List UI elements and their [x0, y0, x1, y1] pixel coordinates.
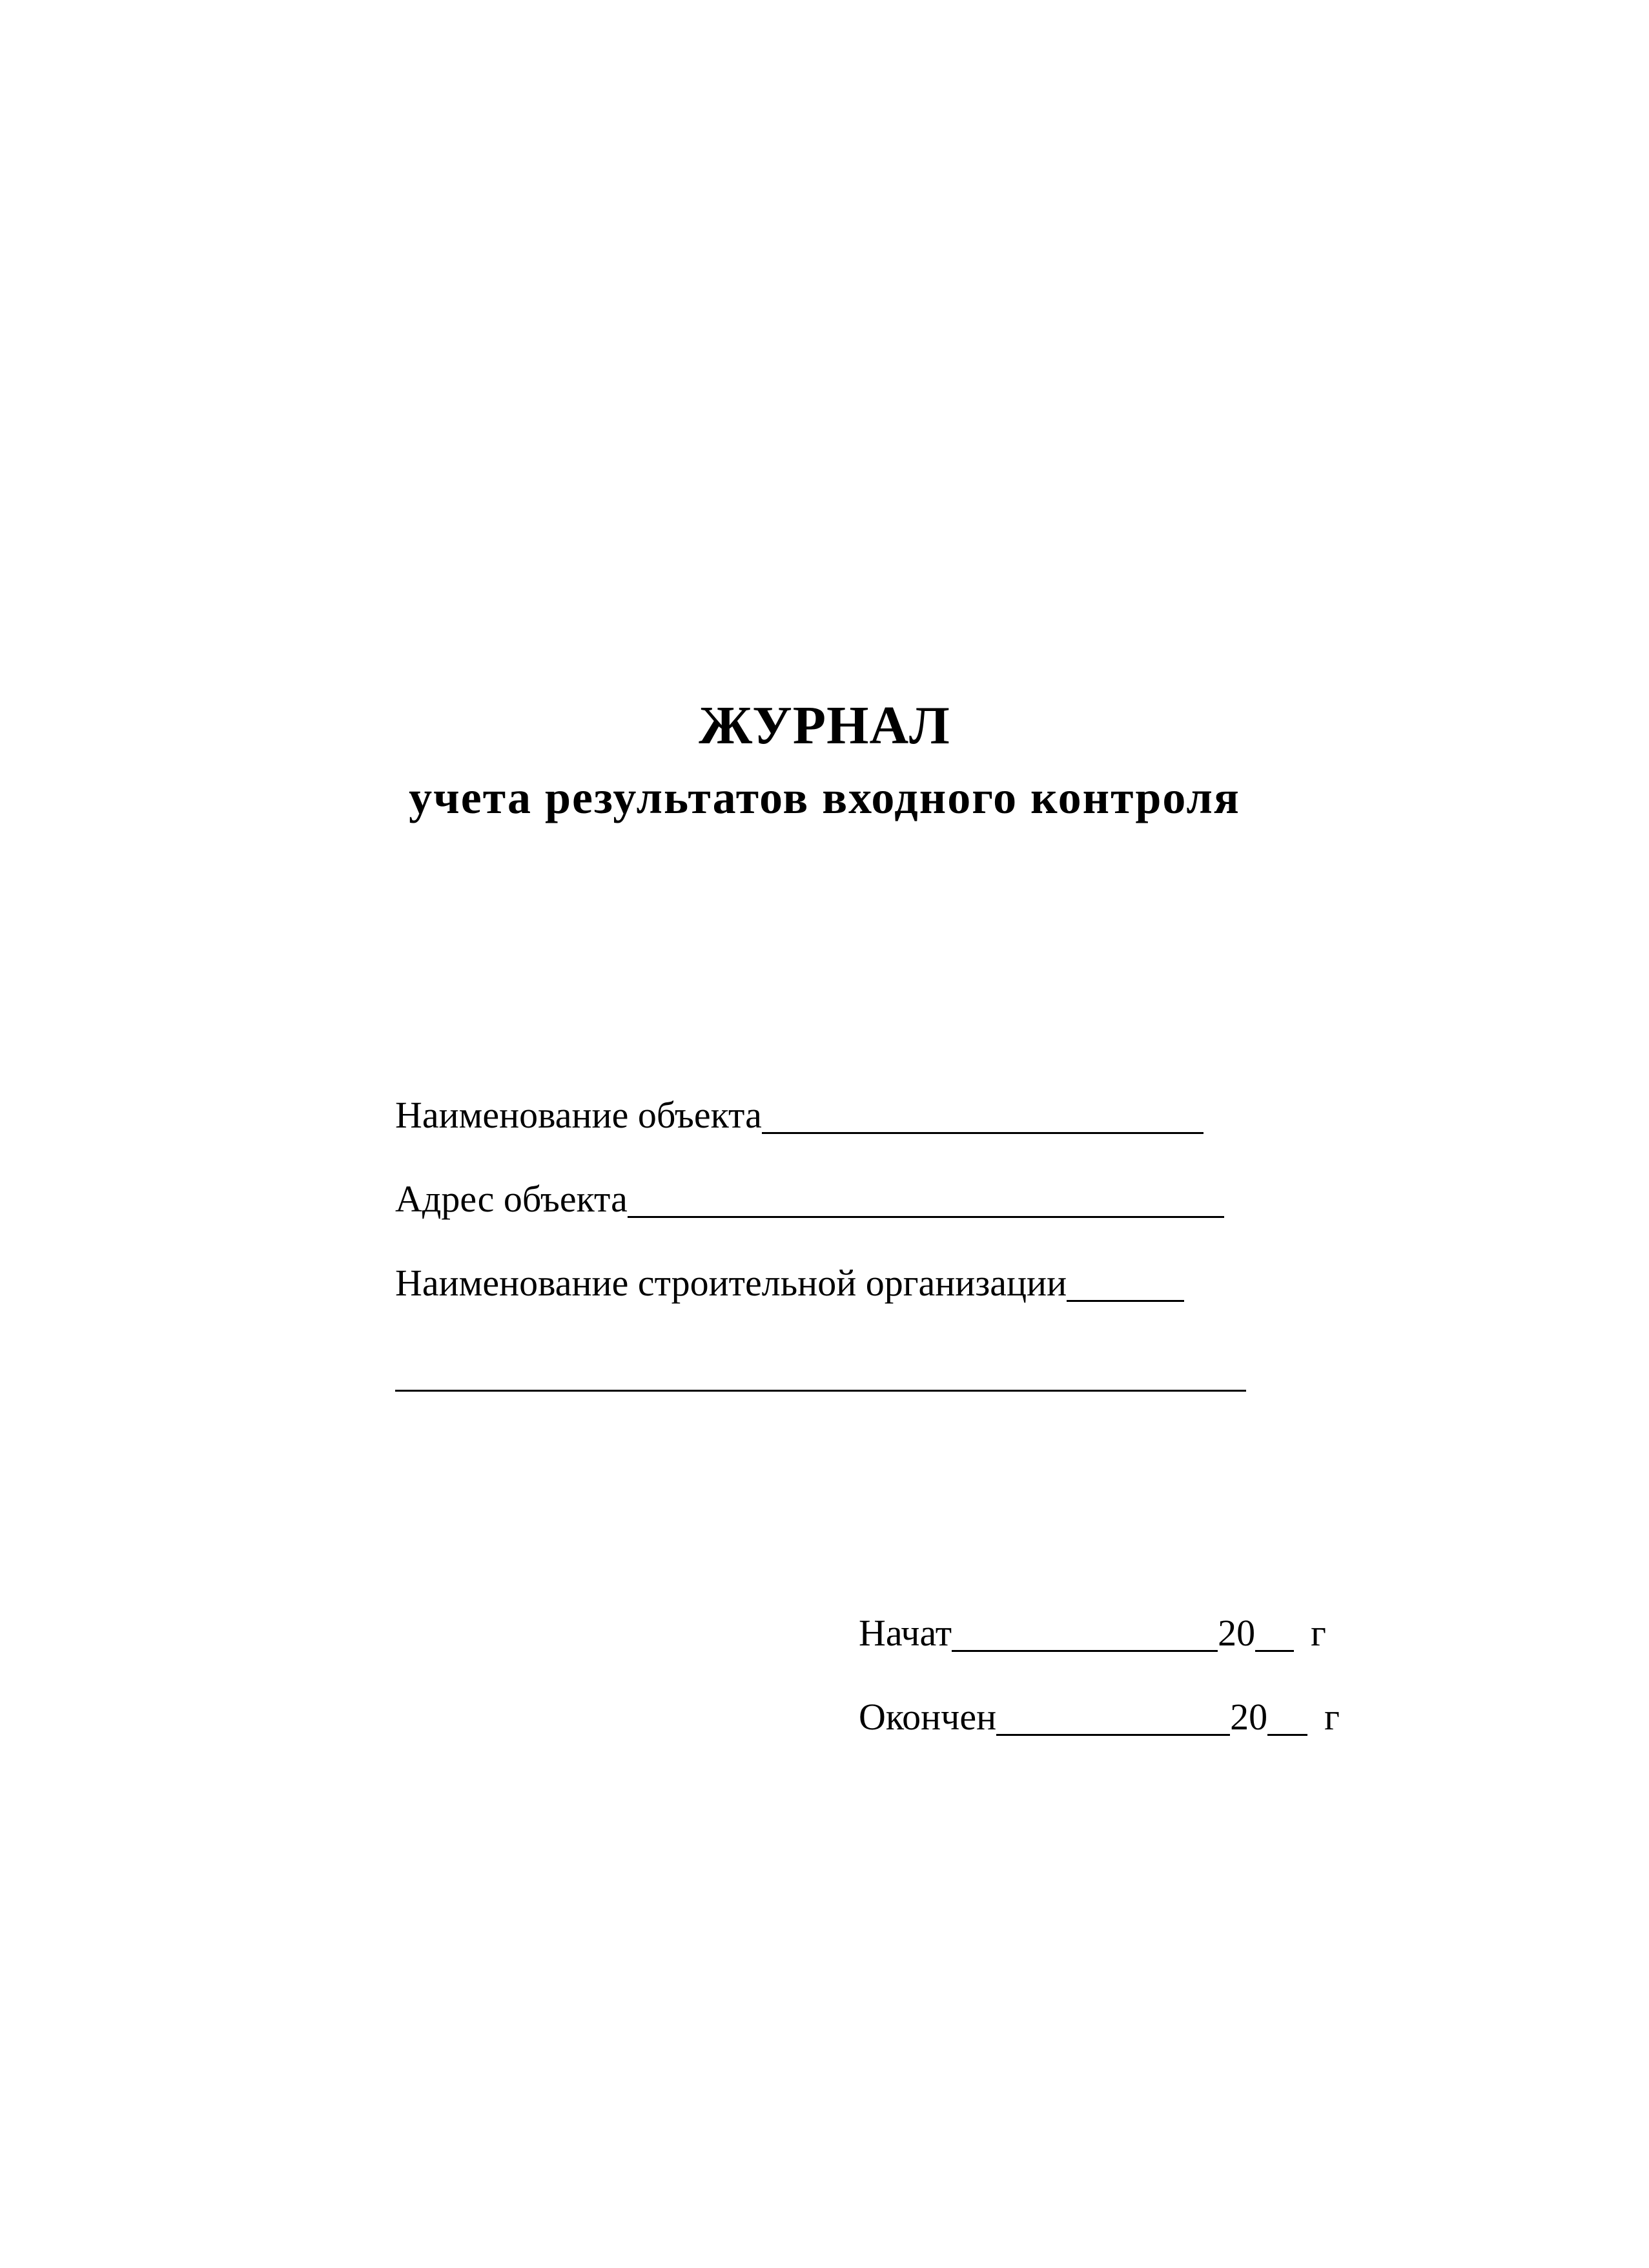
- finished-year-prefix: 20: [1230, 1696, 1268, 1738]
- object-name-field: [395, 1093, 1203, 1138]
- object-address-label: Адрес объекта: [395, 1178, 628, 1220]
- started-year-suffix: г: [1311, 1612, 1326, 1654]
- started-year-blank[interactable]: [1255, 1616, 1294, 1652]
- finished-date-field: [859, 1695, 1340, 1740]
- started-label: Начат: [859, 1612, 952, 1654]
- organization-name-label: Наименование строительной организации: [395, 1262, 1067, 1304]
- started-year-prefix: 20: [1218, 1612, 1256, 1654]
- organization-name-field: [395, 1261, 1184, 1306]
- finished-year-blank[interactable]: [1267, 1700, 1307, 1736]
- started-date-blank[interactable]: [952, 1616, 1218, 1652]
- journal-title: ЖУРНАЛ: [699, 696, 950, 756]
- finished-label: Окончен: [859, 1696, 997, 1738]
- organization-name-continuation-line[interactable]: [395, 1390, 1246, 1392]
- finished-year-suffix: г: [1324, 1696, 1340, 1738]
- object-name-blank[interactable]: [762, 1098, 1203, 1134]
- organization-name-blank[interactable]: [1067, 1266, 1184, 1302]
- object-name-label: Наименование объекта: [395, 1094, 762, 1136]
- object-address-blank[interactable]: [628, 1182, 1224, 1218]
- object-address-field: [395, 1177, 1224, 1222]
- journal-subtitle: учета результатов входного контроля: [409, 772, 1240, 823]
- finished-date-blank[interactable]: [996, 1700, 1230, 1736]
- started-date-field: [859, 1611, 1326, 1656]
